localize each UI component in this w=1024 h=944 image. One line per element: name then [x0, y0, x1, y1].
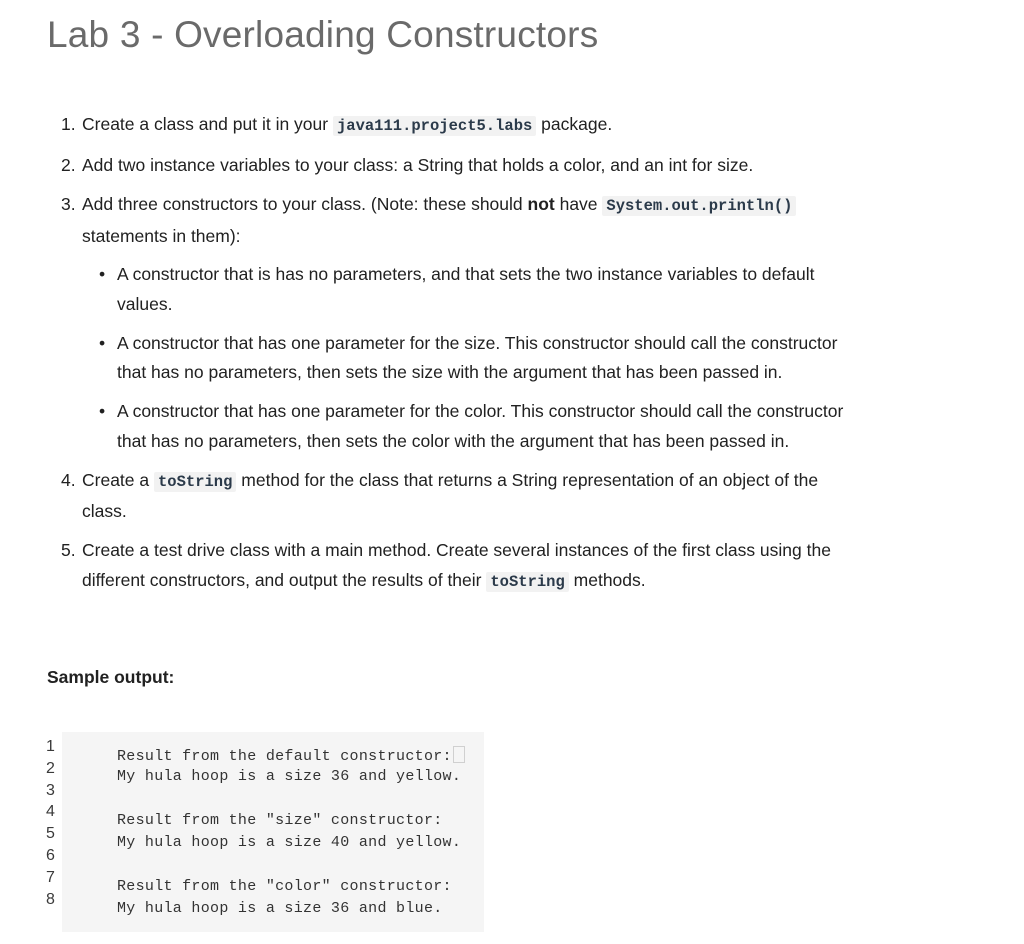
step-2: 2. Add two instance variables to your class: a String that holds a color, and an int for size. — [47, 151, 857, 181]
instruction-list — [47, 110, 857, 607]
println-code: System.out.println() — [602, 196, 796, 216]
line-number: 6 — [46, 846, 55, 864]
missing-glyph-box-icon — [453, 746, 465, 763]
line-number: 7 — [46, 868, 55, 886]
code-line: My hula hoop is a size 40 and yellow. — [117, 834, 462, 851]
line-number: 8 — [46, 890, 55, 908]
line-number-gutter — [46, 736, 62, 910]
tostring-code: toString — [486, 572, 568, 592]
code-line: Result from the "color" constructor: — [117, 878, 452, 895]
sample-output-heading: Sample output: — [47, 667, 175, 687]
step-number: 5. — [61, 540, 76, 560]
package-name-code: java111.project5.labs — [333, 116, 536, 136]
step-5: 5. Create a test drive class with a main method. Create several instances of the first class using the different constructors, and output the results of their toString methods. — [47, 536, 857, 597]
line-number: 2 — [46, 759, 55, 777]
step-number: 1. — [61, 114, 76, 134]
bullet-no-arg-constructor: • A constructor that is has no parameters, and that sets the two instance variables to default values. — [82, 260, 857, 319]
tostring-code: toString — [154, 472, 236, 492]
bullet-icon: • — [99, 264, 106, 284]
bullet-icon: • — [99, 401, 106, 421]
code-line: Result from the "size" constructor: — [117, 812, 443, 829]
line-number: 3 — [46, 781, 55, 799]
line-number: 4 — [46, 803, 55, 821]
bullet-size-constructor: • A constructor that has one parameter for the size. This constructor should call the constructor that has no parameters, then sets the size with the argument that has been passed in. — [82, 329, 857, 388]
line-number: 5 — [46, 825, 55, 843]
sample-output-code-block — [62, 732, 484, 932]
constructor-bullet-list — [82, 260, 857, 456]
code-line: My hula hoop is a size 36 and blue. — [117, 900, 443, 917]
bullet-icon: • — [99, 332, 106, 353]
code-line: Result from the default constructor: — [117, 746, 465, 765]
step-3: 3. Add three constructors to your class. (Note: these should not have System.out.println() statements in them): • A constructor that is has no parameters, and that sets the two instance variables to default values. • A constructor that has one parameter for the size. This constructor should call the constructor that has no parameters, then sets the size with the argument that has been passed in. • A constructor that has one parameter for the color. This constructor should call the constructor that has no parameters, then sets the color with the argument that has been passed in. — [47, 190, 857, 456]
step-4: 4. Create a toString method for the class that returns a String representation of an object of the class. — [47, 466, 857, 527]
step-number: 3. — [61, 194, 76, 214]
code-line: My hula hoop is a size 36 and yellow. — [117, 768, 462, 785]
step-1: 1. Create a class and put it in your java111.project5.labs package. — [47, 110, 857, 142]
step-number: 2. — [61, 155, 76, 175]
step-number: 4. — [61, 469, 76, 490]
bullet-color-constructor: • A constructor that has one parameter for the color. This constructor should call the constructor that has no parameters, then sets the color with the argument that has been passed in. — [82, 397, 857, 456]
line-number: 1 — [46, 738, 55, 755]
page-title: Lab 3 - Overloading Constructors — [47, 14, 599, 55]
emphasis-not: not — [527, 194, 555, 214]
